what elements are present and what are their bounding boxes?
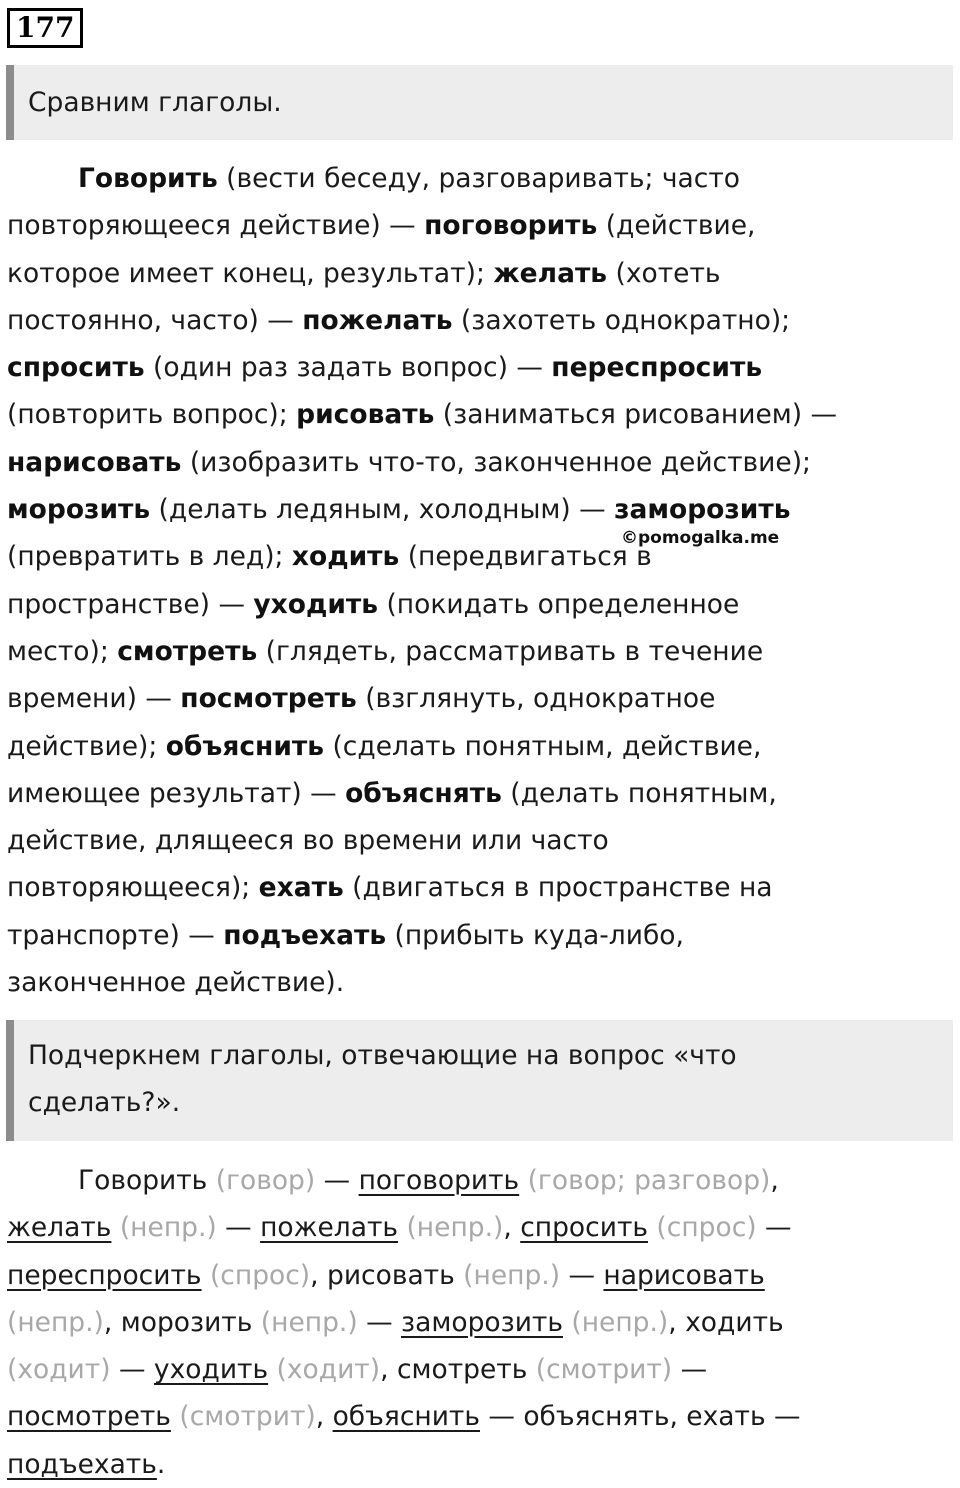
text-line <box>7 817 955 864</box>
text-segment: (изобразить что-то, законченное действие); <box>181 446 811 478</box>
underlined-verbs-paragraph <box>7 1157 955 1488</box>
bold-verb: посмотреть <box>180 683 357 715</box>
underlined-verb: нарисовать <box>603 1259 765 1291</box>
text-line <box>7 1252 955 1299</box>
bold-verb: объяснять <box>345 777 502 809</box>
text-line <box>7 675 955 722</box>
text-segment: повторяющееся); <box>7 872 259 904</box>
text-segment: — <box>756 1212 792 1244</box>
underlined-verb: спросить <box>520 1212 648 1244</box>
bold-verb: смотреть <box>117 635 258 667</box>
check-word-hint: (спрос) <box>201 1259 311 1291</box>
text-segment: (делать понятным, <box>501 777 777 809</box>
check-word-hint: (говор) <box>207 1165 316 1196</box>
text-segment: законченное действие). <box>7 967 345 999</box>
text-segment: (хотеть <box>607 257 721 289</box>
check-word-hint: (непр.) <box>398 1212 504 1244</box>
text-line <box>7 628 955 675</box>
text-line <box>7 1346 955 1393</box>
check-word-hint: (непр.) <box>111 1212 217 1244</box>
check-word-hint: (непр.) <box>562 1306 669 1338</box>
text-segment: которое имеет конец, результат); <box>7 257 494 289</box>
text-segment: , <box>503 1212 521 1244</box>
bold-verb: переспросить <box>551 352 763 384</box>
text-segment: (заниматься рисованием) — <box>434 399 838 431</box>
section-heading-text: Сравним глаголы. <box>28 87 282 118</box>
bold-verb: спросить <box>7 352 145 384</box>
text-segment: . <box>156 1448 166 1480</box>
text-line <box>7 581 955 628</box>
text-segment: времени) — <box>7 683 181 715</box>
bold-verb: ехать <box>258 872 344 904</box>
text-segment: — <box>216 1212 261 1244</box>
text-line <box>7 486 955 533</box>
check-word-hint: (непр.) <box>454 1259 561 1291</box>
underlined-verb: переспросить <box>7 1259 202 1291</box>
text-segment: пространстве) — <box>7 588 254 620</box>
bold-verb: нарисовать <box>7 446 182 478</box>
bold-verb: рисовать <box>296 399 435 431</box>
text-line <box>7 1157 955 1204</box>
text-segment: , <box>770 1165 779 1196</box>
section-heading-line: сделать?». <box>28 1087 181 1118</box>
text-segment: (глядеть, рассматривать в течение <box>257 635 764 667</box>
check-word-hint: (смотрит) <box>170 1401 316 1433</box>
text-line <box>7 912 955 959</box>
text-segment: (вести беседу, разговаривать; часто <box>217 163 741 194</box>
text-segment: имеющее результат) — <box>7 777 346 809</box>
text-line <box>7 959 955 1006</box>
text-segment: (действие, <box>597 210 756 242</box>
underlined-verb: заморозить <box>401 1306 563 1338</box>
text-segment: (захотеть однократно); <box>452 304 791 336</box>
text-segment: (делать ледяным, холодным) — <box>150 494 615 526</box>
text-segment: (прибыть куда-либо, <box>386 919 684 951</box>
bold-verb: ходить <box>291 541 400 573</box>
check-word-hint: (спрос) <box>648 1212 757 1244</box>
watermark: ©pomogalka.me <box>621 528 780 548</box>
bold-verb: пожелать <box>302 304 453 336</box>
check-word-hint: (непр.) <box>252 1306 358 1338</box>
text-segment: — <box>357 1306 402 1338</box>
text-segment: действие); <box>7 730 166 762</box>
text-line <box>7 297 955 344</box>
comparison-paragraph <box>7 155 955 1006</box>
underlined-verb: желать <box>7 1212 112 1244</box>
bold-verb: морозить <box>7 494 151 526</box>
check-word-hint: (говор; разговор) <box>519 1165 771 1196</box>
text-line <box>7 202 955 249</box>
text-segment: (повторить вопрос); <box>7 399 297 431</box>
bold-verb: уходить <box>253 588 379 620</box>
text-segment: постоянно, часто) — <box>7 304 303 336</box>
bold-verb: поговорить <box>424 210 598 242</box>
text-line <box>7 770 955 817</box>
underlined-verb: подъехать <box>7 1448 157 1480</box>
section-heading-underline <box>6 1020 953 1141</box>
check-word-hint: (ходит) <box>268 1354 381 1386</box>
text-segment: (передвигаться в <box>399 541 652 573</box>
text-segment: (покидать определенное <box>378 588 740 620</box>
text-segment: действие, длящееся во времени или часто <box>7 825 609 857</box>
text-segment: — объяснять, ехать — <box>480 1401 801 1433</box>
text-segment: (сделать понятным, действие, <box>324 730 762 762</box>
text-line <box>7 1393 955 1440</box>
text-segment: повторяющееся действие) — <box>7 210 425 242</box>
text-segment: (взглянуть, однократное <box>356 683 716 715</box>
text-segment: , <box>315 1401 333 1433</box>
check-word-hint: (смотрит) <box>527 1354 673 1386</box>
text-line <box>7 155 955 202</box>
text-segment: Говорить <box>78 1165 208 1196</box>
check-word-hint: (ходит) <box>7 1354 111 1386</box>
text-line <box>7 391 955 438</box>
bold-verb: объяснить <box>165 730 325 762</box>
bold-verb: желать <box>493 257 608 289</box>
text-segment: — <box>672 1354 708 1386</box>
text-line <box>7 533 955 580</box>
underlined-verb: уходить <box>153 1354 269 1386</box>
text-segment: — <box>110 1354 154 1386</box>
text-segment: транспорте) — <box>7 919 224 951</box>
text-segment: место); <box>7 635 118 667</box>
text-segment: — <box>315 1165 359 1196</box>
section-heading-compare <box>6 65 953 140</box>
text-segment: (превратить в лед); <box>7 541 292 573</box>
bold-verb: Говорить <box>78 163 218 194</box>
text-line <box>7 439 955 486</box>
text-line <box>7 1299 955 1346</box>
section-heading-line: Подчеркнем глаголы, отвечающие на вопрос «что <box>28 1040 737 1071</box>
text-segment: (двигаться в пространстве на <box>343 872 773 904</box>
text-line <box>7 1204 955 1251</box>
underlined-verb: объяснить <box>332 1401 480 1433</box>
text-line <box>7 1441 955 1488</box>
text-segment: — <box>560 1259 604 1291</box>
text-line <box>7 344 955 391</box>
check-word-hint: (непр.) <box>7 1306 104 1338</box>
text-segment: (один раз задать вопрос) — <box>144 352 552 384</box>
underlined-verb: поговорить <box>358 1165 520 1196</box>
bold-verb: подъехать <box>223 919 387 951</box>
text-segment: , смотреть <box>380 1354 528 1386</box>
text-line <box>7 250 955 297</box>
text-segment: , рисовать <box>310 1259 455 1291</box>
underlined-verb: посмотреть <box>7 1401 171 1433</box>
bold-verb: заморозить <box>614 494 791 526</box>
text-line <box>7 723 955 770</box>
text-line <box>7 864 955 911</box>
text-segment: , морозить <box>103 1306 253 1338</box>
underlined-verb: пожелать <box>260 1212 399 1244</box>
task-number: 177 <box>7 8 83 48</box>
text-segment: , ходить <box>668 1306 784 1338</box>
